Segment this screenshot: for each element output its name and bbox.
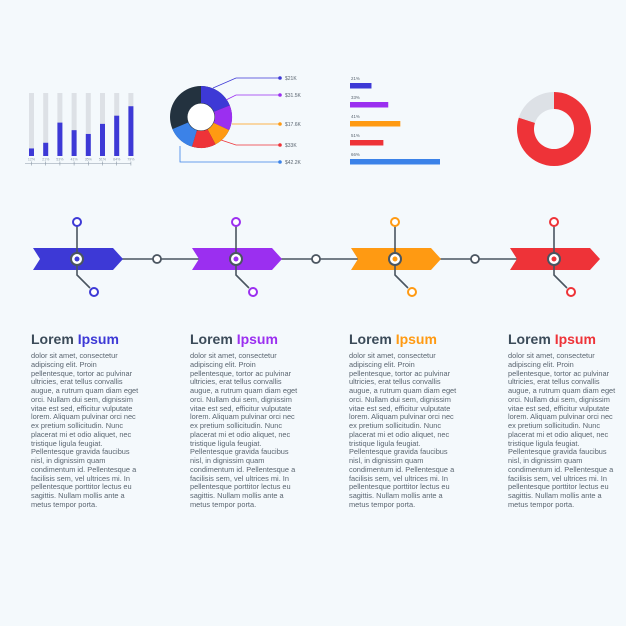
timeline-connector-node [471, 255, 479, 263]
tick-label: 35% [84, 157, 92, 162]
bar [57, 123, 62, 156]
tick-label: 64% [113, 157, 121, 162]
heading-word-2: Ipsum [236, 331, 278, 347]
callout-dot [278, 122, 282, 126]
column-1-heading [31, 330, 139, 348]
callout-dot [278, 160, 282, 164]
bottom-node [249, 288, 257, 296]
bar-label: 66% [351, 152, 360, 157]
heading-word-1: Lorem [349, 331, 392, 347]
tick-label: 41% [70, 157, 78, 162]
column-4-body: dolor sit amet, consectetur adipiscing elit. Proin pellentesque, tortor ac pulvinar ultricies, erat tellus convallis augue, a rutrum quam diam eget orci. Nullam dui sem, dignissim vitae est sed, efficitur vulputate lorem. Aliquam pulvinar orci nec ex pretium sollicitudin. Nunc placerat mi et odio aliquet, nec tristique ligula feugiat. Pellentesque gravida faucibus nisl, in dignissim quam condimentum id. Pellentesque a facilisis sem, vel ultrices mi. In pellentesque porttitor lectus eu sagittis. Nullam mollis ante a metus tempor porta. [508, 351, 616, 509]
heading-word-2: Ipsum [554, 331, 596, 347]
column-3-body: dolor sit amet, consectetur adipiscing elit. Proin pellentesque, tortor ac pulvinar ultricies, erat tellus convallis augue, a rutrum quam diam eget orci. Nullam dui sem, dignissim vitae est sed, efficitur vulputate lorem. Aliquam pulvinar orci nec ex pretium sollicitudin. Nunc placerat mi et odio aliquet, nec tristique ligula feugiat. Pellentesque gravida faucibus nisl, in dignissim quam condimentum id. Pellentesque a facilisis sem, vel ultrices mi. In pellentesque porttitor lectus eu sagittis. Nullam mollis ante a metus tempor porta. [349, 351, 457, 509]
center-node-dot [393, 257, 398, 262]
column-3 [349, 330, 457, 510]
bar [350, 83, 371, 89]
column-2-body: dolor sit amet, consectetur adipiscing elit. Proin pellentesque, tortor ac pulvinar ultricies, erat tellus convallis augue, a rutrum quam diam eget orci. Nullam dui sem, dignissim vitae est sed, efficitur vulputate lorem. Aliquam pulvinar orci nec ex pretium sollicitudin. Nunc placerat mi et odio aliquet, nec tristique ligula feugiat. Pellentesque gravida faucibus nisl, in dignissim quam condimentum id. Pellentesque a facilisis sem, vel ultrices mi. In pellentesque porttitor lectus eu sagittis. Nullam mollis ante a metus tempor porta. [190, 351, 298, 509]
top-node [391, 218, 399, 226]
tick-label: 51% [98, 157, 107, 162]
heading-word-2: Ipsum [395, 331, 437, 347]
center-node-dot [234, 257, 239, 262]
tick-label: 12% [27, 157, 36, 162]
slice-label: $21K [285, 75, 297, 82]
top-node [232, 218, 240, 226]
bar-label: 33% [351, 95, 360, 100]
center-node-dot [552, 257, 557, 262]
callout-line [221, 140, 279, 145]
bar [114, 116, 119, 156]
bar [128, 106, 133, 156]
ring-remainder [519, 92, 554, 123]
bar-label: 41% [351, 114, 360, 119]
tick-label: 79% [127, 157, 135, 162]
column-2 [190, 330, 298, 510]
callout-dot [278, 143, 282, 147]
slice-label: $42.2K [285, 159, 301, 166]
slice-label: $17.6K [285, 121, 301, 128]
tick-label: 21% [42, 157, 50, 162]
heading-word-2: Ipsum [77, 331, 119, 347]
bar [86, 134, 91, 156]
heading-word-1: Lorem [190, 331, 233, 347]
column-3-heading [349, 330, 457, 348]
bar-label: 51% [351, 133, 360, 138]
tick-label: 53% [56, 157, 64, 162]
callout-line [213, 78, 279, 88]
slice-label: $33K [285, 142, 297, 149]
progress-ring-chart [517, 92, 591, 166]
bar [350, 140, 383, 146]
donut-hole [188, 104, 215, 131]
bar [350, 159, 440, 165]
callout-dot [278, 93, 282, 97]
column-1-body: dolor sit amet, consectetur adipiscing elit. Proin pellentesque, tortor ac pulvinar ultricies, erat tellus convallis augue, a rutrum quam diam eget orci. Nullam dui sem, dignissim vitae est sed, efficitur vulputate lorem. Aliquam pulvinar orci nec ex pretium sollicitudin. Nunc placerat mi et odio aliquet, nec tristique ligula feugiat. Pellentesque gravida faucibus nisl, in dignissim quam condimentum id. Pellentesque a facilisis sem, vel ultrices mi. In pellentesque porttitor lectus eu sagittis. Nullam mollis ante a metus tempor porta. [31, 351, 139, 509]
column-1 [31, 330, 139, 510]
timeline-connector-node [153, 255, 161, 263]
donut-chart [170, 76, 302, 166]
bar [29, 148, 34, 156]
bar [72, 130, 77, 156]
bottom-node [90, 288, 98, 296]
horizontal-bar-chart [350, 76, 440, 165]
bar [350, 102, 388, 108]
bar [350, 121, 400, 127]
callout-line [226, 95, 279, 100]
bottom-node [408, 288, 416, 296]
top-node [73, 218, 81, 226]
bar [43, 143, 48, 156]
slice-label: $31.5K [285, 92, 301, 99]
column-4-heading [508, 330, 616, 348]
vertical-bar-chart [25, 93, 135, 166]
bar-label: 21% [351, 76, 360, 81]
timeline [33, 218, 600, 296]
timeline-connector-node [312, 255, 320, 263]
bottom-node [567, 288, 575, 296]
callout-dot [278, 76, 282, 80]
heading-word-1: Lorem [31, 331, 74, 347]
column-4 [508, 330, 616, 510]
center-node-dot [75, 257, 80, 262]
callout-line [180, 146, 279, 162]
bar-background [29, 93, 34, 156]
heading-word-1: Lorem [508, 331, 551, 347]
column-2-heading [190, 330, 298, 348]
bar [100, 124, 105, 156]
top-node [550, 218, 558, 226]
